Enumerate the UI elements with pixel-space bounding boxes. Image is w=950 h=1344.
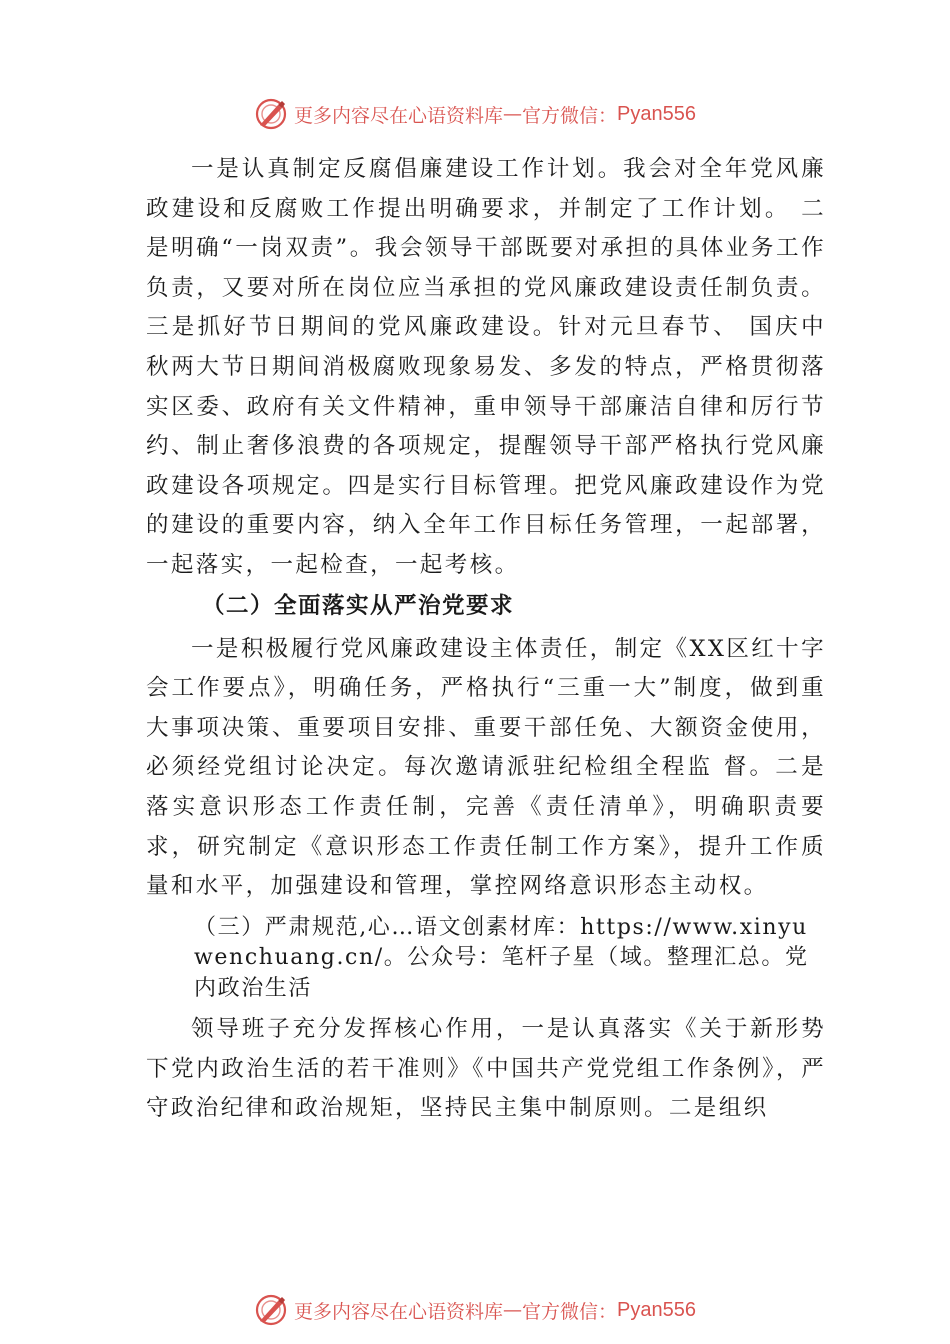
banner-wechat-label: 官方微信：: [522, 1300, 618, 1323]
banner-wechat-label: 官方微信：: [522, 104, 618, 127]
pen-circle-logo-icon: [254, 97, 288, 131]
banner-wechat-id: Pyan556: [617, 102, 696, 125]
footer-watermark-banner: [0, 1290, 950, 1330]
banner-text: 更多内容尽在心语资料库: [294, 1300, 504, 1323]
paragraph-anti-corruption-plan: 一是认真制定反腐倡廉建设工作计划。我会对全年党风廉政建设和反腐败工作提出明确要求，并制定了工作计划。 二是明确“一岗双责”。我会领导干部既要对承担的具体业务工作负责，又要对所在岗位应当承担的党风廉政建设责任制负责。三是抓好节日期间的党风廉政建设。针对元旦春节、 国庆中秋两大节日期间消极腐败现象易发、多发的特点，严格贯彻落实区委、政府有关文件精神，重申领导干部廉洁自律和厉行节约、制止奢侈浪费的各项规定，提醒领导干部严格执行党风廉政建设各项规定。四是实行目标管理。把党风廉政建设作为党的建设的重要内容，纳入全年工作目标任务管理，一起部署，一起落实，一起检查，一起考核。: [146, 156, 826, 578]
inserted-source-notice: （三）严肃规范,心…语文创素材库：https://www.xinyuwenchuang.cn/。公众号：笔杆子星（域。整理汇总。党内政治生活: [194, 914, 809, 1001]
section-heading-2: （二）全面落实从严治党要求: [202, 592, 515, 619]
header-watermark-banner: [0, 94, 950, 134]
paragraph-political-life: 领导班子充分发挥核心作用，一是认真落实《关于新形势下党内政治生活的若干准则》《中国共产党党组工作条例》，严守政治纪律和政治规矩，坚持民主集中制原则。二是组织: [146, 1016, 826, 1122]
banner-wechat-id: Pyan556: [617, 1298, 696, 1321]
document-body: [146, 150, 826, 1129]
banner-separator: —: [503, 103, 523, 125]
paragraph-strict-governance: 一是积极履行党风廉政建设主体责任，制定《XX区红十字会工作要点》，明确任务，严格执行“三重一大”制度，做到重大事项决策、重要项目安排、重要干部任免、大额资金使用，必须经党组讨论决定。每次邀请派驻纪检组全程监 督。二是落实意识形态工作责任制，完善《责任清单》，明确职责要求，研究制定《意识形态工作责任制工作方案》，提升工作质量和水平，加强建设和管理，掌控网络意识形态主动权。: [146, 635, 826, 900]
pen-circle-logo-icon: [254, 1293, 288, 1327]
banner-separator: —: [503, 1299, 523, 1321]
banner-text: 更多内容尽在心语资料库: [294, 104, 504, 127]
